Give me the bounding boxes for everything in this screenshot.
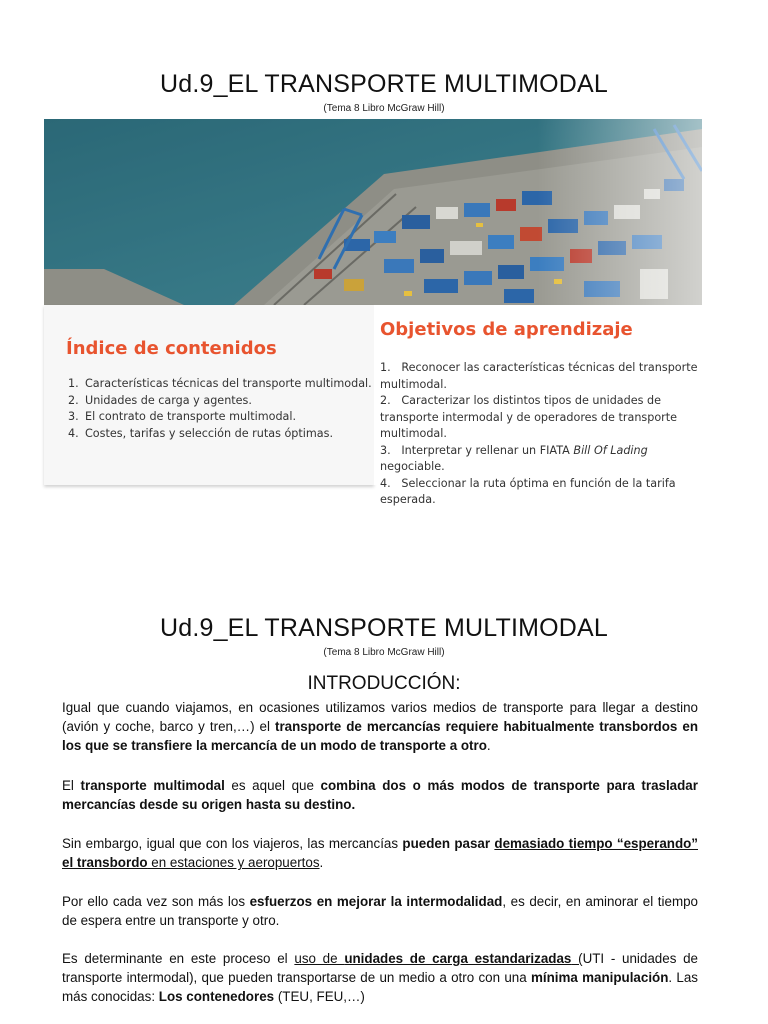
list-item: 3. Interpretar y rellenar un FIATA Bill Of Lading negociable. [380,443,652,473]
list-item: 2. Unidades de carga y agentes. [68,393,252,407]
list-item: 1. Características técnicas del transporte multimodal. [68,377,372,390]
paragraph-5: Es determinante en este proceso el uso de unidades de carga estandarizadas (UTI - unidades de transporte intermodal), que pueden transportarse de un medio a otro con una mínima manipulación. Las más conocidas: Los contenedores (TEU, FEU,…) [62,951,698,1004]
index-heading: Índice de contenidos [66,338,277,359]
paragraph-3: Sin embargo, igual que con los viajeros, las mercancías pueden pasar demasiado tiempo “esperando” el transbordo en estaciones y aeropuertos. [62,836,698,870]
page2-subtitle: (Tema 8 Libro McGraw Hill) [323,647,445,658]
page1-subtitle: (Tema 8 Libro McGraw Hill) [323,103,445,114]
list-item: 1. Reconocer las características técnicas del transporte multimodal. [380,361,702,391]
index-list [68,376,372,442]
paragraph-4: Por ello cada vez son más los esfuerzos en mejorar la intermodalidad, es decir, en aminorar el tiempo de espera entre un transporte y otro. [62,894,698,928]
paragraph-2: El transporte multimodal es aquel que combina dos o más modos de transporte para trasladar mercancías desde su origen hasta su destino. [62,778,698,812]
port-aerial-image [44,119,702,305]
list-item: 2. Caracterizar los distintos tipos de unidades de transporte intermodal y de operadores de transporte multimodal. [380,394,681,440]
objectives-list [380,360,700,509]
intro-heading: INTRODUCCIÓN: [307,673,461,694]
list-item: 3. El contrato de transporte multimodal. [68,410,297,423]
list-item: 4. Costes, tarifas y selección de rutas óptimas. [68,426,334,440]
page2-title: Ud.9_EL TRANSPORTE MULTIMODAL [159,614,609,642]
list-item: 4. Seleccionar la ruta óptima en función de la tarifa esperada. [380,476,680,506]
objectives-heading: Objetivos de aprendizaje [380,319,633,340]
page1-title: Ud.9_EL TRANSPORTE MULTIMODAL [159,70,609,98]
learning-objectives [374,305,702,506]
index-of-contents [44,305,374,485]
paragraph-1: Igual que cuando viajamos, en ocasiones utilizamos varios medios de transporte para llegar a destino (avión y coche, barco y tren,…) el transporte de mercancías requiere habitualmente transbordos en los que se transfiere la mercancía de un modo de transporte a otro. [62,700,699,753]
